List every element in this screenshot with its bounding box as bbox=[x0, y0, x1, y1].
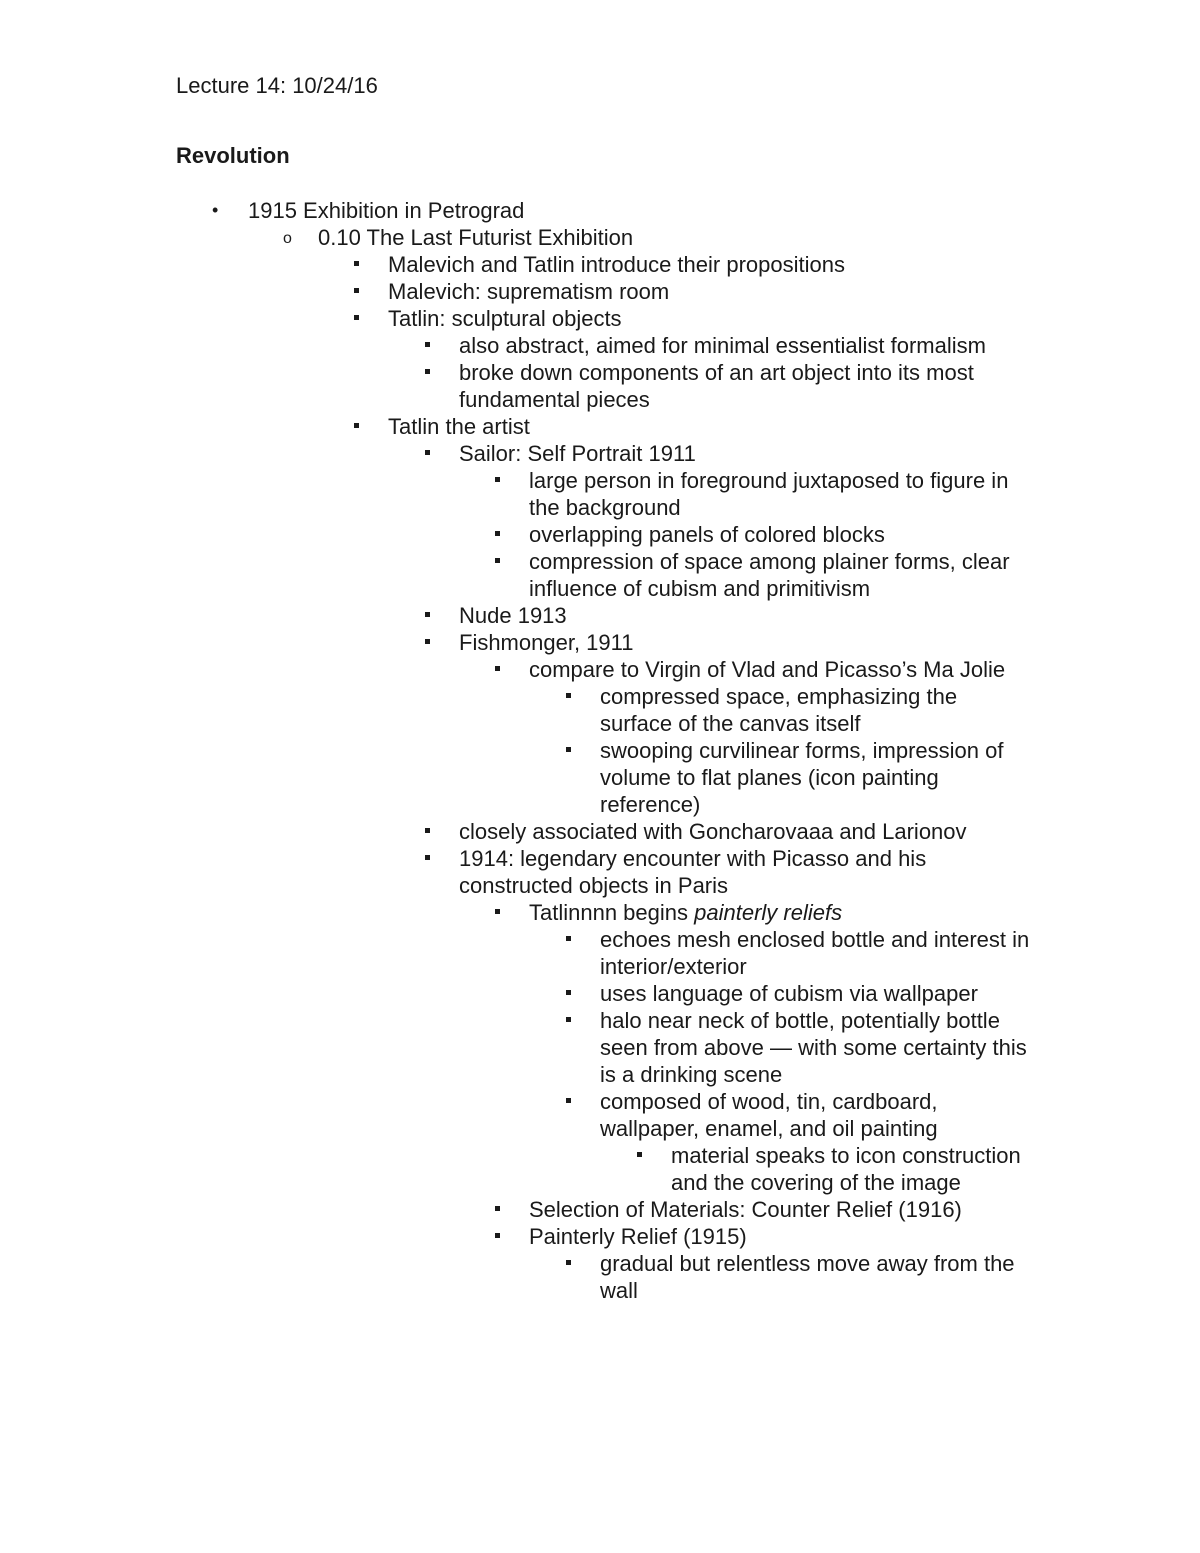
bullet-square-icon bbox=[566, 737, 571, 764]
list-item: compression of space among plainer forms, clear influence of cubism and primitivism bbox=[529, 548, 1029, 602]
bullet-square-icon bbox=[495, 548, 500, 575]
list-item: overlapping panels of colored blocks bbox=[529, 521, 1029, 548]
list-item: compare to Virgin of Vlad and Picasso’s Ma Jolie bbox=[529, 656, 1029, 683]
list-item: Selection of Materials: Counter Relief (1916) bbox=[529, 1196, 1029, 1223]
bullet-square-icon bbox=[495, 521, 500, 548]
bullet-square-icon bbox=[354, 413, 359, 440]
list-item: uses language of cubism via wallpaper bbox=[600, 980, 1030, 1007]
bullet-square-icon bbox=[566, 1250, 571, 1277]
bullet-square-icon bbox=[354, 305, 359, 332]
list-item: swooping curvilinear forms, impression of volume to flat planes (icon painting reference) bbox=[600, 737, 1030, 818]
bullet-square-icon bbox=[425, 359, 430, 386]
bullet-square-icon bbox=[425, 845, 430, 872]
list-item bbox=[529, 899, 1029, 926]
list-item: compressed space, emphasizing the surface of the canvas itself bbox=[600, 683, 1030, 737]
bullet-square-icon bbox=[495, 1223, 500, 1250]
list-item: Nude 1913 bbox=[459, 602, 1029, 629]
list-item: Tatlin the artist bbox=[388, 413, 1028, 440]
list-item: o 0.10 The Last Futurist Exhibition bbox=[283, 225, 634, 250]
bullet-square-icon bbox=[495, 467, 500, 494]
list-item: also abstract, aimed for minimal essentialist formalism bbox=[459, 332, 1029, 359]
list-item: Malevich: suprematism room bbox=[388, 278, 1028, 305]
list-item: large person in foreground juxtaposed to figure in the background bbox=[529, 467, 1029, 521]
list-item: broke down components of an art object into its most fundamental pieces bbox=[459, 359, 1029, 413]
bullet-square-icon bbox=[495, 899, 500, 926]
bullet-square-icon bbox=[566, 980, 571, 1007]
list-item: halo near neck of bottle, potentially bottle seen from above — with some certainty this is a drinking scene bbox=[600, 1007, 1030, 1088]
bullet-square-icon bbox=[566, 1088, 571, 1115]
bullet-square-icon bbox=[354, 278, 359, 305]
list-item: Painterly Relief (1915) bbox=[529, 1223, 1029, 1250]
list-item: 1914: legendary encounter with Picasso and his constructed objects in Paris bbox=[459, 845, 1029, 899]
list-item: echoes mesh enclosed bottle and interest in interior/exterior bbox=[600, 926, 1030, 980]
bullet-square-icon bbox=[425, 602, 430, 629]
bullet-square-icon bbox=[354, 251, 359, 278]
list-item-text: Tatlinnnn begins bbox=[529, 900, 695, 925]
bullet-dot-icon: • bbox=[212, 200, 219, 220]
bullet-square-icon bbox=[495, 1196, 500, 1223]
bullet-square-icon bbox=[495, 656, 500, 683]
list-item: Fishmonger, 1911 bbox=[459, 629, 1029, 656]
list-item: composed of wood, tin, cardboard, wallpaper, enamel, and oil painting bbox=[600, 1088, 1030, 1142]
list-item: closely associated with Goncharovaaa and Larionov bbox=[459, 818, 1029, 845]
list-item: Tatlin: sculptural objects bbox=[388, 305, 1028, 332]
lecture-header: Lecture 14: 10/24/16 bbox=[176, 73, 378, 98]
list-item: Sailor: Self Portrait 1911 bbox=[459, 440, 1029, 467]
bullet-square-icon bbox=[425, 332, 430, 359]
list-item: • 1915 Exhibition in Petrograd bbox=[212, 198, 525, 223]
bullet-square-icon bbox=[566, 1007, 571, 1034]
bullet-square-icon bbox=[637, 1142, 642, 1169]
section-title: Revolution bbox=[176, 143, 290, 168]
bullet-circle-icon: o bbox=[283, 230, 292, 247]
bullet-square-icon bbox=[566, 926, 571, 953]
italic-phrase: painterly reliefs bbox=[694, 900, 843, 925]
bullet-square-icon bbox=[425, 629, 430, 656]
list-item: Malevich and Tatlin introduce their propositions bbox=[388, 251, 1028, 278]
bullet-square-icon bbox=[425, 440, 430, 467]
bullet-square-icon bbox=[566, 683, 571, 710]
list-item: gradual but relentless move away from the wall bbox=[600, 1250, 1030, 1304]
list-item: material speaks to icon construction and the covering of the image bbox=[671, 1142, 1031, 1196]
bullet-square-icon bbox=[425, 818, 430, 845]
lecture-outline bbox=[0, 197, 1200, 1304]
